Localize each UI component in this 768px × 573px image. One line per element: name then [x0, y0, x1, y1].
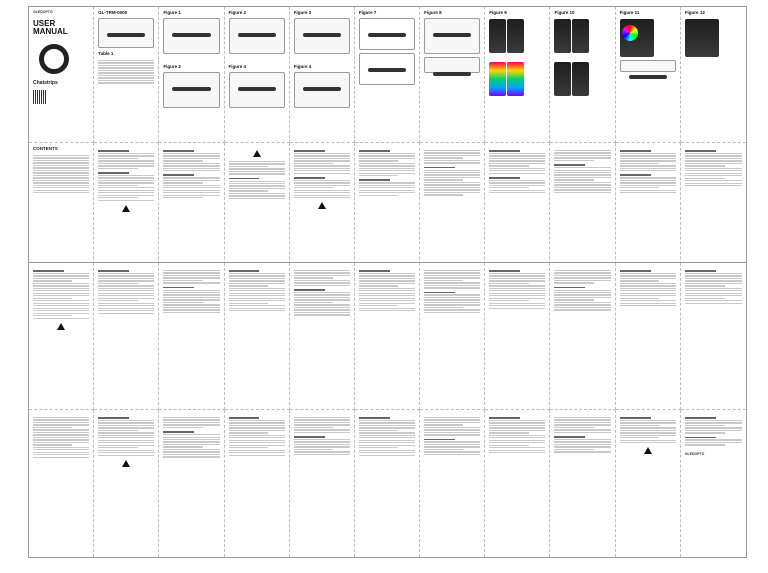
text-block [229, 417, 285, 456]
text-panel [420, 410, 485, 557]
warning-icon [253, 150, 261, 157]
text-block [424, 270, 480, 313]
text-block [229, 161, 285, 199]
text-panel [225, 143, 290, 279]
app-screen-image [554, 19, 571, 53]
back-cover-panel [681, 410, 746, 557]
text-block [294, 417, 350, 455]
text-panel [94, 263, 159, 410]
text-block [98, 417, 154, 456]
figure7-panel [355, 7, 420, 143]
text-panel [159, 263, 224, 410]
text-block [424, 417, 480, 455]
manual-title-line1: USER [33, 19, 56, 28]
app-qr-code-image [359, 18, 415, 50]
app-screen-image [554, 62, 571, 96]
figure1-panel [159, 7, 224, 143]
wiring-diagram [229, 18, 285, 54]
app-screen-image [620, 19, 654, 57]
text-block [620, 270, 676, 306]
warning-icon [122, 205, 130, 212]
text-panel [485, 263, 550, 410]
brand-logo: GLEDOPTO [33, 10, 53, 14]
back-panel-grid [29, 263, 746, 557]
text-panel [94, 410, 159, 557]
figure-title: Figure 3 [293, 10, 312, 15]
text-panel [485, 143, 550, 279]
text-panel [616, 263, 681, 410]
text-block [554, 150, 610, 193]
text-block [489, 417, 545, 453]
manual-title-line2: MANUAL [33, 27, 68, 36]
contents-list [33, 155, 89, 193]
text-panel [616, 410, 681, 557]
figure-title: Figure 8 [424, 10, 442, 15]
text-panel [420, 143, 485, 279]
text-panel [681, 263, 746, 410]
warning-icon [122, 460, 130, 467]
color-wheel-screen-image [489, 62, 506, 96]
installation-diagram [163, 18, 219, 54]
text-panel [159, 410, 224, 557]
text-block [359, 417, 415, 456]
text-block [685, 150, 742, 186]
text-block [163, 150, 219, 198]
qr-code-image [33, 90, 47, 104]
text-block [294, 270, 350, 316]
text-panel [290, 143, 355, 279]
table-title: Table 1 [98, 51, 114, 56]
text-panel [550, 263, 615, 410]
text-block [98, 270, 154, 314]
figure11-panel [616, 7, 681, 143]
front-panel-grid [29, 7, 746, 279]
text-block [163, 417, 219, 458]
text-block [424, 150, 480, 196]
product-photo [98, 18, 154, 48]
app-screenshot [424, 57, 480, 73]
warning-icon [57, 323, 65, 330]
brand-logo: GLEDOPTO [684, 451, 705, 456]
app-qr-code-image [359, 53, 415, 85]
color-wheel-screen-image [507, 62, 524, 96]
text-panel [290, 410, 355, 557]
lighting-diagram [294, 72, 350, 108]
figure-title: Figure 7 [358, 10, 377, 15]
figure-title: Figure 1 [163, 10, 181, 15]
figure10-panel [550, 7, 615, 143]
spec-table [98, 60, 154, 84]
text-block [620, 150, 676, 193]
figure12-panel [681, 7, 746, 143]
text-panel [159, 143, 224, 279]
figure-title: Figure 10 [554, 10, 575, 15]
text-panel [225, 263, 290, 410]
text-panel [355, 263, 420, 410]
text-panel [616, 143, 681, 279]
cover-panel [29, 7, 94, 143]
text-block [685, 417, 742, 446]
text-block [489, 270, 545, 309]
wiring-diagram [229, 72, 285, 108]
manual-sheet-front [28, 6, 747, 280]
text-panel [355, 143, 420, 279]
manual-sheet-back [28, 262, 747, 558]
contents-title: CONTENTS [33, 146, 58, 151]
text-block [554, 417, 610, 453]
text-panel [681, 143, 746, 279]
app-screen-image [489, 19, 506, 53]
figure8-panel [420, 7, 485, 143]
text-block [98, 150, 154, 201]
text-block [229, 270, 285, 311]
figure-title: Figure 4 [228, 64, 247, 69]
text-panel [225, 410, 290, 557]
figure2-panel [225, 7, 290, 143]
text-panel [29, 263, 94, 410]
warning-icon [318, 202, 326, 209]
figure-title: Figure 2 [163, 64, 181, 69]
text-panel [550, 410, 615, 557]
figure-title: Figure 12 [684, 10, 705, 15]
app-screen-image [685, 19, 719, 57]
product-name: Chatstrips [33, 80, 58, 86]
text-panel [550, 143, 615, 279]
text-block [163, 270, 219, 313]
warning-icon [644, 447, 652, 454]
model-number: GL-TRM-0000 [98, 10, 128, 15]
app-screen-image [572, 62, 589, 96]
figure-title: Figure 2 [228, 10, 247, 15]
text-block [359, 270, 415, 311]
app-screen-image [507, 19, 524, 53]
installation-diagram [163, 72, 219, 108]
app-screen-image [572, 19, 589, 53]
figure-title: Figure 4 [293, 64, 312, 69]
text-panel [29, 410, 94, 557]
text-block [554, 270, 610, 311]
text-block [489, 150, 545, 193]
strip-image [620, 60, 676, 72]
text-block [685, 270, 742, 304]
figure-title: Figure 9 [489, 10, 507, 15]
pairing-diagram [424, 18, 480, 54]
text-block [33, 417, 89, 458]
text-block [359, 150, 415, 196]
text-panel [94, 143, 159, 279]
text-block [620, 417, 676, 443]
contents-panel [29, 143, 94, 279]
text-panel [355, 410, 420, 557]
led-strip-coil-image [39, 44, 69, 74]
figure3-panel [290, 7, 355, 143]
text-block [294, 150, 350, 198]
text-panel [485, 410, 550, 557]
text-panel [290, 263, 355, 410]
text-block [33, 270, 89, 319]
figure9-panel [485, 7, 550, 143]
figure-title: Figure 11 [619, 10, 640, 15]
spec-table-panel [94, 7, 159, 143]
text-panel [420, 263, 485, 410]
lighting-diagram [294, 18, 350, 54]
